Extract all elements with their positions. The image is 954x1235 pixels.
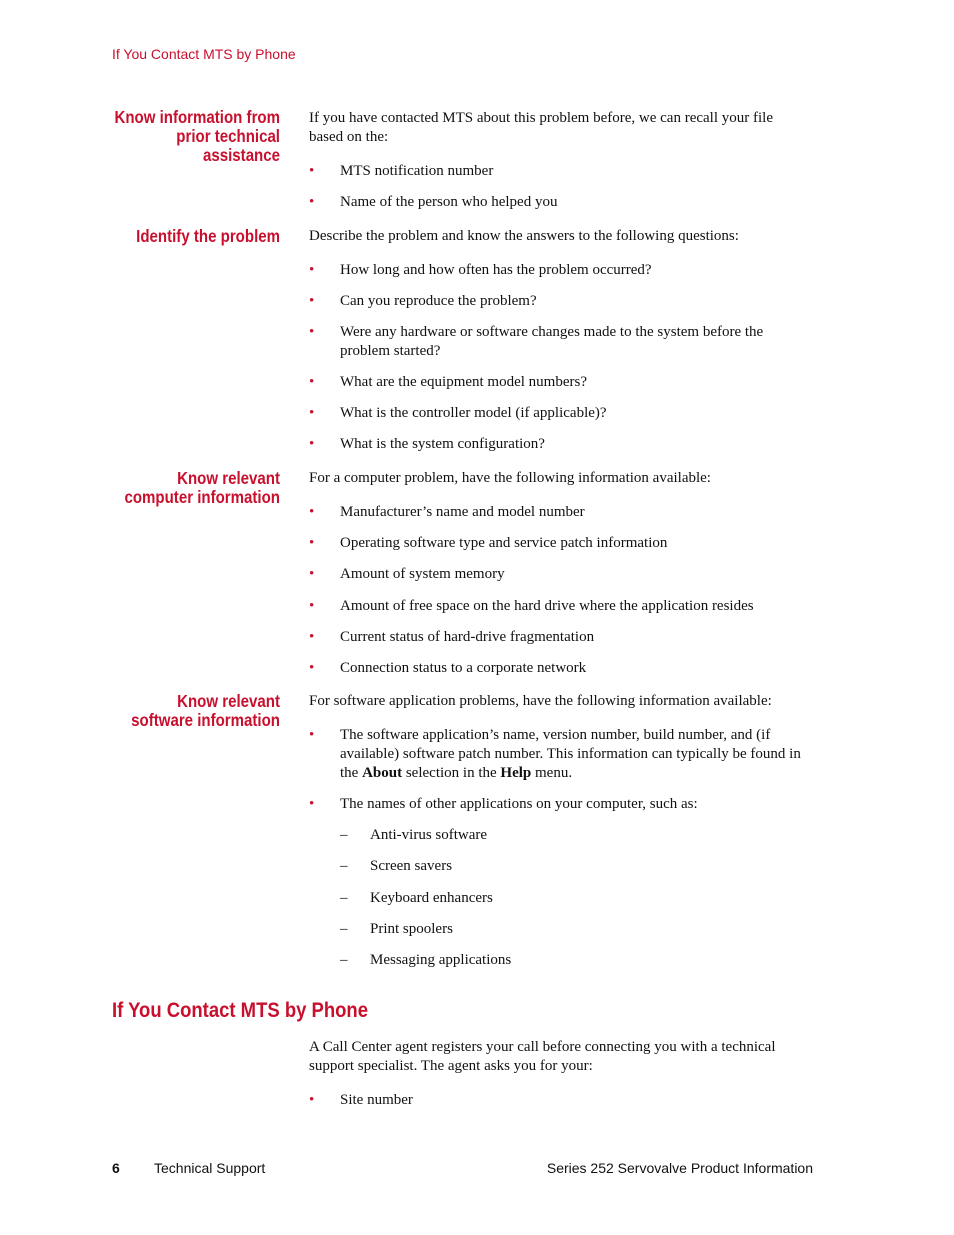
bullet-icon: • xyxy=(309,598,315,614)
bullet-icon: • xyxy=(309,194,315,210)
list-item: • Connection status to a corporate network xyxy=(309,660,587,676)
heading-prior-assistance: Know information from prior technical assistance xyxy=(114,107,280,165)
bullet-icon: • xyxy=(309,1092,315,1108)
list-item: • What is the controller model (if applicable)? xyxy=(309,405,607,421)
list-item: • What is the system configuration? xyxy=(309,436,545,452)
list-item: • How long and how often has the problem occurred? xyxy=(309,262,652,278)
dash-icon: – xyxy=(340,921,348,937)
list-item: • Manufacturer’s name and model number xyxy=(309,504,585,520)
bullet-icon: • xyxy=(309,660,315,676)
list-item: • Current status of hard-drive fragmentation xyxy=(309,629,595,645)
list-item: • Amount of system memory xyxy=(309,566,505,582)
bullet-icon: • xyxy=(309,293,315,309)
heading-identify-problem: Identify the problem xyxy=(136,226,280,246)
bullet-icon: • xyxy=(309,374,315,390)
dash-icon: – xyxy=(340,827,348,843)
bullet-icon: • xyxy=(309,535,315,551)
sub-list-item: – Anti-virus software xyxy=(340,827,488,843)
bullet-icon: • xyxy=(309,566,315,582)
sub-list-item: – Screen savers xyxy=(340,858,453,874)
dash-icon: – xyxy=(340,890,348,906)
list-item: • Can you reproduce the problem? xyxy=(309,293,537,309)
running-header: If You Contact MTS by Phone xyxy=(112,46,296,62)
software-intro: For software application problems, have the following information available: xyxy=(309,693,772,709)
prior-intro: If you have contacted MTS about this problem before, we can recall your file based on the: xyxy=(309,110,773,145)
dash-icon: – xyxy=(340,952,348,968)
heading-computer-info: Know relevant computer information xyxy=(124,468,281,507)
bullet-icon: • xyxy=(309,262,315,278)
sub-list-item: – Print spoolers xyxy=(340,921,453,937)
list-item: • Amount of free space on the hard drive where the application resides xyxy=(309,598,754,614)
list-item: • What are the equipment model numbers? xyxy=(309,374,587,390)
help-menu-ref: Help xyxy=(500,765,532,781)
bullet-icon: • xyxy=(309,163,315,179)
sub-list-item: – Keyboard enhancers xyxy=(340,890,493,906)
bullet-icon: • xyxy=(309,727,315,743)
bullet-icon: • xyxy=(309,436,315,452)
list-item: • The names of other applications on your computer, such as: xyxy=(309,796,698,812)
bullet-icon: • xyxy=(309,324,315,340)
problem-intro: Describe the problem and know the answers to the following questions: xyxy=(309,228,739,244)
phone-intro: A Call Center agent registers your call before connecting you with a technical support specialist. The agent asks you for your: xyxy=(309,1039,776,1074)
list-item: • The software application’s name, version number, build number, and (if available) software patch number. This information can typically be found in the About selection in the Help menu. xyxy=(309,727,801,781)
bullet-icon: • xyxy=(309,796,315,812)
list-item: • MTS notification number xyxy=(309,163,494,179)
about-menu-ref: About xyxy=(362,765,403,781)
list-item: • Were any hardware or software changes made to the system before the problem started? xyxy=(309,324,764,359)
list-item: • Operating software type and service patch information xyxy=(309,535,668,551)
computer-intro: For a computer problem, have the following information available: xyxy=(309,470,711,486)
heading-software-info: Know relevant software information xyxy=(131,691,280,730)
footer-section: Technical Support xyxy=(154,1160,266,1176)
footer-doc-title: Series 252 Servovalve Product Information xyxy=(546,1160,813,1176)
page-number: 6 xyxy=(112,1160,120,1176)
list-item: • Name of the person who helped you xyxy=(309,194,558,210)
section-title-phone: If You Contact MTS by Phone xyxy=(112,999,368,1022)
list-item: • Site number xyxy=(309,1092,413,1108)
sub-list-item: – Messaging applications xyxy=(340,952,512,968)
bullet-icon: • xyxy=(309,504,315,520)
bullet-icon: • xyxy=(309,629,315,645)
bullet-icon: • xyxy=(309,405,315,421)
dash-icon: – xyxy=(340,858,348,874)
